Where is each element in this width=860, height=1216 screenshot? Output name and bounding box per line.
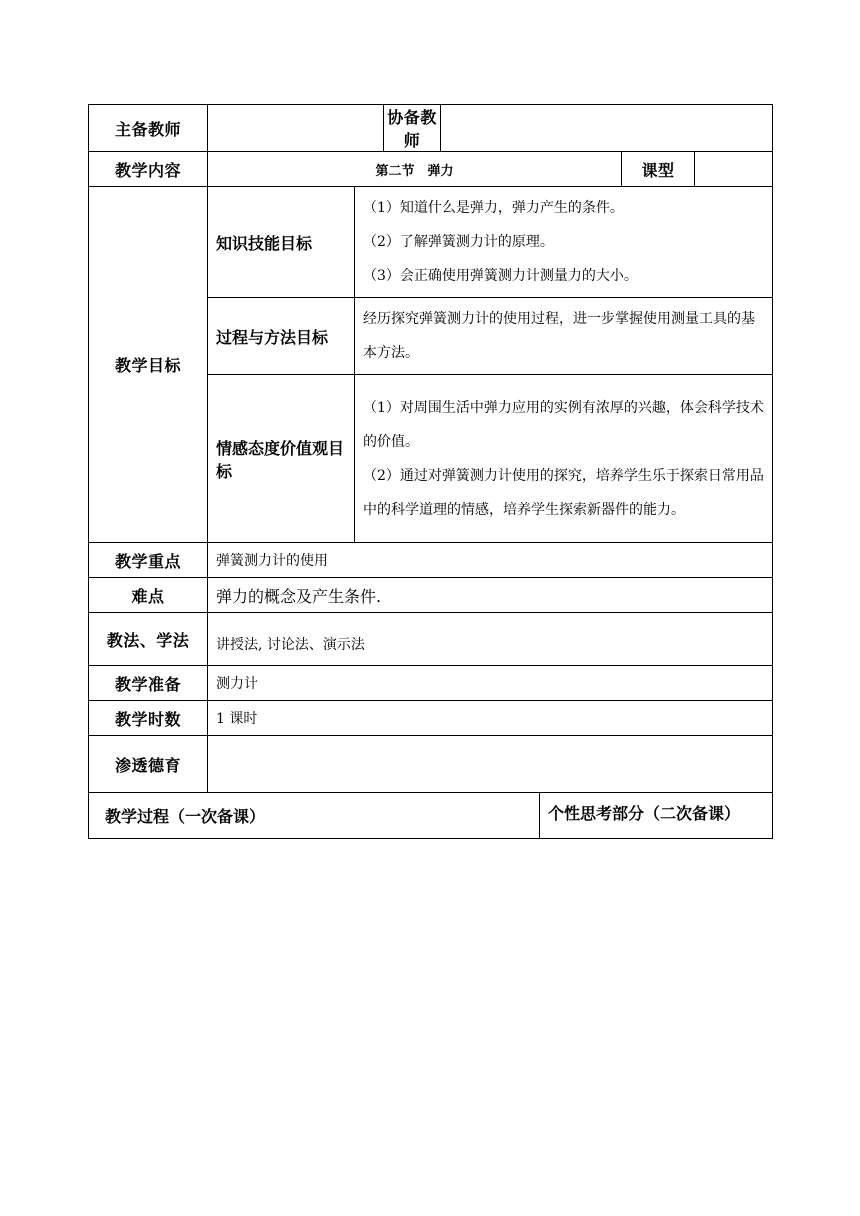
lesson-type-value[interactable] bbox=[695, 152, 773, 187]
preparation-value: 测力计 bbox=[208, 666, 773, 701]
lead-teacher-value[interactable] bbox=[208, 105, 384, 152]
emotion-goal-label: 情感态度价值观目标 bbox=[208, 375, 355, 543]
content-row bbox=[89, 152, 773, 187]
methods-row bbox=[89, 613, 773, 666]
hours-label: 教学时数 bbox=[89, 701, 208, 736]
co-teacher-label: 协备教师 bbox=[384, 105, 441, 152]
knowledge-goal-item: （2）了解弹簧测力计的原理。 bbox=[363, 234, 554, 250]
methods-label: 教法、学法 bbox=[89, 613, 208, 666]
objective-knowledge-row bbox=[89, 187, 773, 298]
key-point-value: 弹簧测力计的使用 bbox=[208, 543, 773, 578]
emotion-goal-item: （2）通过对弹簧测力计使用的探究，培养学生乐于探索日常用品中的科学道理的情感，培养学生探索新器件的能力。 bbox=[363, 467, 764, 518]
lesson-plan-table bbox=[88, 104, 773, 839]
knowledge-goal-label: 知识技能目标 bbox=[208, 187, 355, 298]
hours-value: 1 课时 bbox=[208, 701, 773, 736]
lesson-type-label: 课型 bbox=[622, 152, 695, 187]
methods-value: 讲授法, 讨论法、演示法 bbox=[208, 613, 773, 666]
moral-value[interactable] bbox=[208, 736, 773, 793]
key-point-label: 教学重点 bbox=[89, 543, 208, 578]
key-point-row bbox=[89, 543, 773, 578]
emotion-goal-item: （1）对周围生活中弹力应用的实例有浓厚的兴趣，体会科学技术的价值。 bbox=[363, 399, 764, 450]
difficulty-value: 弹力的概念及产生条件. bbox=[208, 578, 773, 613]
hours-row bbox=[89, 701, 773, 736]
emotion-goal-text bbox=[355, 375, 773, 543]
content-label: 教学内容 bbox=[89, 152, 208, 187]
objectives-label: 教学目标 bbox=[89, 187, 208, 543]
knowledge-goal-item: （3）会正确使用弹簧测力计测量力的大小。 bbox=[363, 268, 638, 284]
lead-teacher-label: 主备教师 bbox=[89, 105, 208, 152]
preparation-label: 教学准备 bbox=[89, 666, 208, 701]
knowledge-goal-item: （1）知道什么是弹力，弹力产生的条件。 bbox=[363, 200, 624, 216]
content-value: 第二节 弹力 bbox=[208, 152, 622, 187]
process-goal-text bbox=[355, 298, 773, 375]
knowledge-goal-text bbox=[355, 187, 773, 298]
moral-row bbox=[89, 736, 773, 793]
process-goal-item: 经历探究弹簧测力计的使用过程，进一步掌握使用测量工具的基本方法。 bbox=[363, 311, 755, 361]
moral-label: 渗透德育 bbox=[89, 736, 208, 793]
co-teacher-value[interactable] bbox=[441, 105, 773, 152]
preparation-row bbox=[89, 666, 773, 701]
process-goal-label: 过程与方法目标 bbox=[208, 298, 355, 375]
process-row bbox=[89, 793, 773, 839]
difficulty-row bbox=[89, 578, 773, 613]
process-second-prep-label: 个性思考部分（二次备课） bbox=[540, 793, 773, 839]
process-first-prep-label: 教学过程（一次备课） bbox=[89, 793, 540, 839]
teacher-row bbox=[89, 105, 773, 152]
difficulty-label: 难点 bbox=[89, 578, 208, 613]
